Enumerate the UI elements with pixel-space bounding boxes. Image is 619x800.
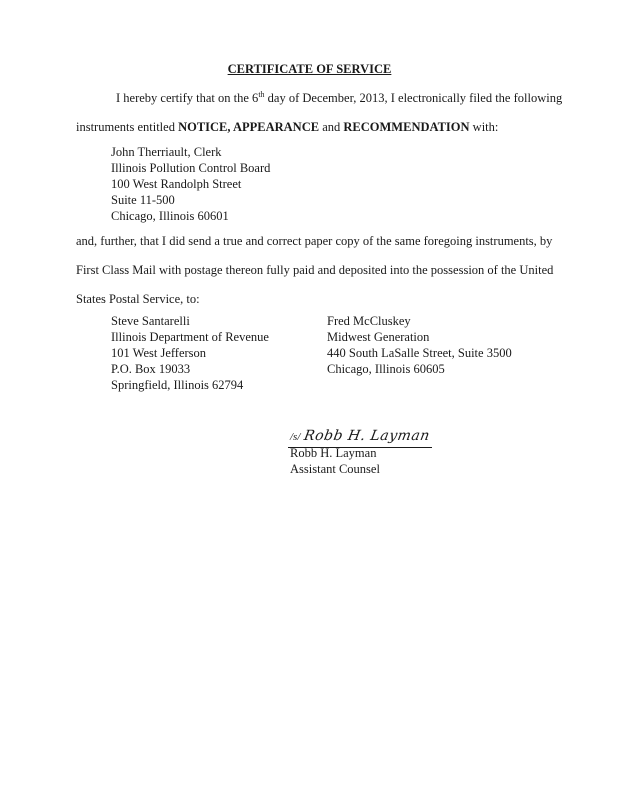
clerk-org: Illinois Pollution Control Board xyxy=(111,161,271,175)
instruments-recommendation: RECOMMENDATION xyxy=(343,120,470,134)
recipient-2-city: Chicago, Illinois 60605 xyxy=(327,362,445,376)
recipient-address-block-1 xyxy=(111,314,269,394)
date-ordinal: th xyxy=(258,89,265,99)
signer-title: Assistant Counsel xyxy=(290,462,380,476)
recipient-2-street: 440 South LaSalle Street, Suite 3500 xyxy=(327,346,512,360)
clerk-address-block xyxy=(111,145,270,225)
instruments-lead: instruments entitled xyxy=(76,120,179,134)
instruments-and: and xyxy=(319,120,344,134)
clerk-name: John Therriault, Clerk xyxy=(111,145,222,159)
signer-block xyxy=(290,446,380,478)
signer-name: Robb H. Layman xyxy=(290,446,377,460)
clerk-street: 100 West Randolph Street xyxy=(111,177,242,191)
instruments-names: NOTICE, APPEARANCE xyxy=(178,120,320,134)
recipient-1-name: Steve Santarelli xyxy=(111,314,190,328)
certify-line-2 xyxy=(76,120,498,136)
recipient-1-city: Springfield, Illinois 62794 xyxy=(111,378,244,392)
certify-text-a: I hereby certify that on the 6 xyxy=(116,91,259,105)
clerk-city: Chicago, Illinois 60601 xyxy=(111,209,229,223)
signature-line xyxy=(288,428,432,448)
recipient-1-box: P.O. Box 19033 xyxy=(111,362,191,376)
certify-text-b: day of December, 2013, I electronically filed the following xyxy=(264,91,563,105)
clerk-suite: Suite 11-500 xyxy=(111,193,175,207)
further-line-1: and, further, that I did send a true and correct paper copy of the same foregoing instruments, by xyxy=(76,234,553,248)
recipient-address-block-2 xyxy=(327,314,512,378)
signature-prefix: /s/ xyxy=(290,431,301,443)
instruments-with: with: xyxy=(469,120,499,134)
recipient-1-org: Illinois Department of Revenue xyxy=(111,330,269,344)
certify-line-1 xyxy=(116,91,562,107)
page-title: CERTIFICATE OF SERVICE xyxy=(227,62,392,76)
recipient-1-street: 101 West Jefferson xyxy=(111,346,207,360)
recipient-2-org: Midwest Generation xyxy=(327,330,430,344)
further-line-2: First Class Mail with postage thereon fully paid and deposited into the possession of the United xyxy=(76,263,554,277)
signature-underline xyxy=(288,428,432,448)
recipient-2-name: Fred McCluskey xyxy=(327,314,411,328)
signature-script: Robb H. Layman xyxy=(303,428,432,444)
further-line-3: States Postal Service, to: xyxy=(76,292,200,306)
